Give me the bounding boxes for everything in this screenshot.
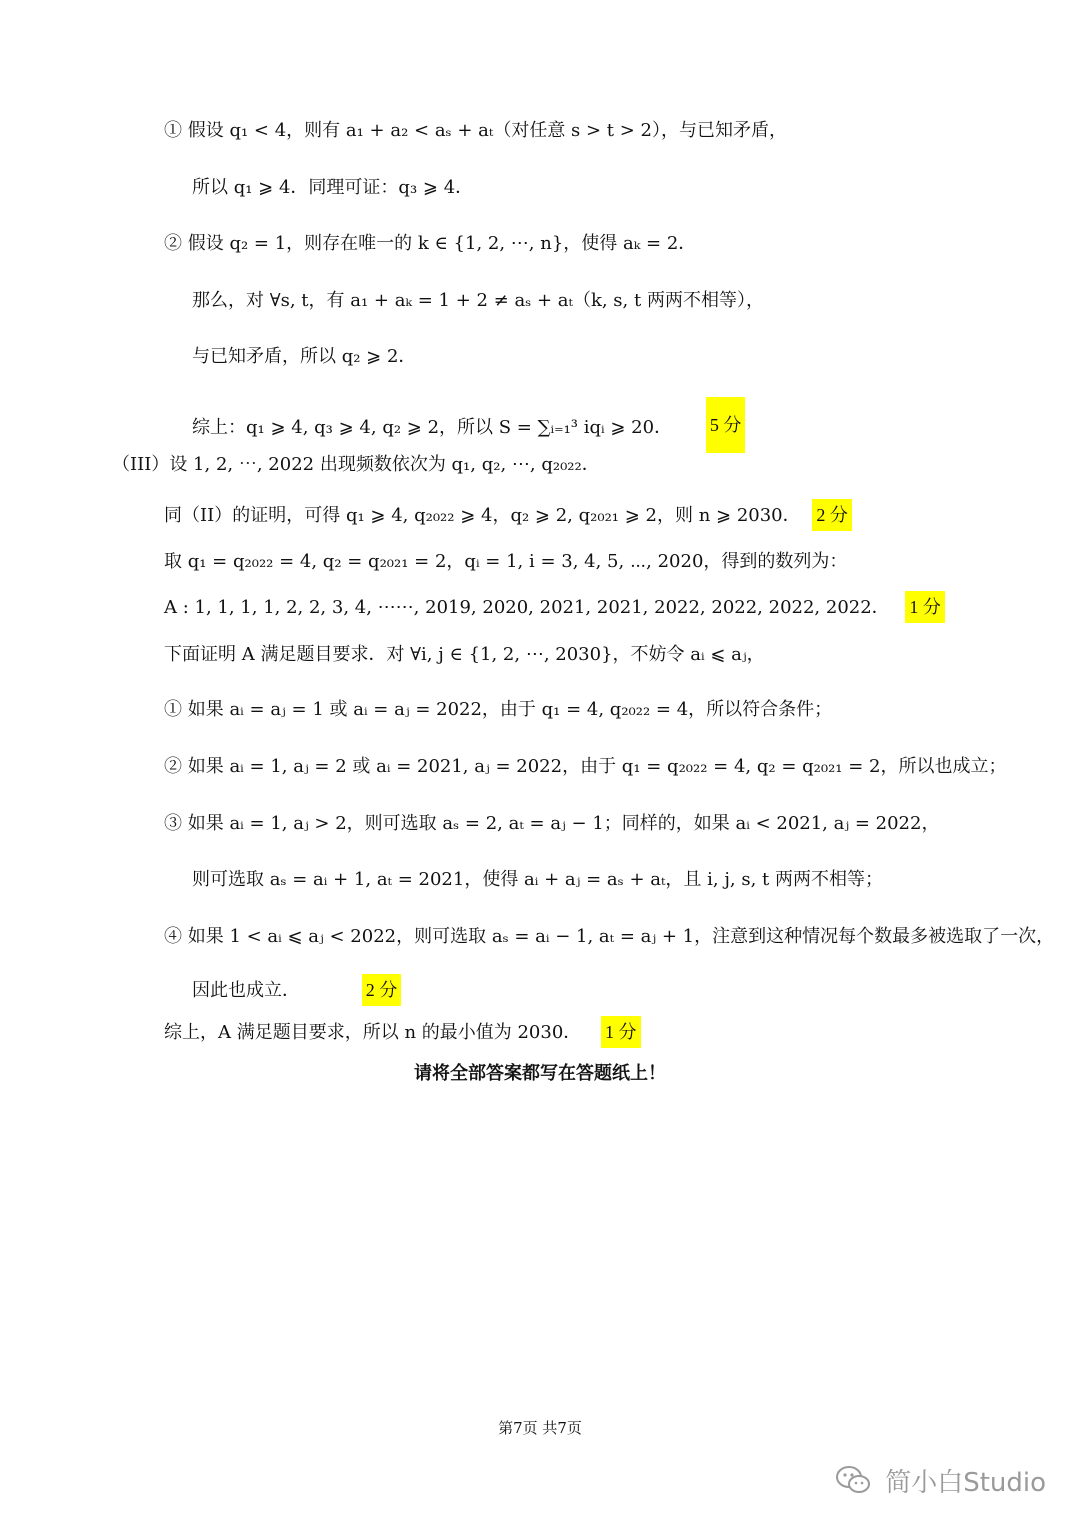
final-text: 综上，A 满足题目要求，所以 n 的最小值为 2030． [164, 1022, 582, 1043]
closing-instruction: 请将全部答案都写在答题纸上！ [414, 1063, 666, 1084]
text-line: 那么，对 ∀s, t，有 a₁ + aₖ = 1 + 2 ≠ aₛ + aₜ（k, s, t 两两不相等）， [192, 290, 764, 311]
score-badge: 1 分 [601, 1016, 641, 1048]
score-badge: 1 分 [905, 591, 945, 623]
conclusion-text: 因此也成立． [192, 980, 300, 1001]
wechat-icon [835, 1465, 871, 1502]
text-line [164, 591, 945, 623]
text-line [164, 1016, 641, 1048]
text-line: 下面证明 A 满足题目要求．对 ∀i, j ∈ {1, 2, ⋯, 2030}，不妨令 aᵢ ⩽ aⱼ， [164, 644, 765, 665]
summary-text: 综上：q₁ ⩾ 4, q₃ ⩾ 4, q₂ ⩾ 2，所以 S = ∑ᵢ₌₁³ iqᵢ ⩾ 20． [192, 417, 673, 438]
text-line: ② 如果 aᵢ = 1, aⱼ = 2 或 aᵢ = 2021, aⱼ = 2022，由于 q₁ = q₂₀₂₂ = 4, q₂ = q₂₀₂₁ = 2，所以也成立； [164, 756, 1007, 777]
text-line [192, 974, 401, 1006]
text-line [164, 499, 852, 531]
sequence-text: A : 1, 1, 1, 1, 2, 2, 3, 4, ⋯⋯, 2019, 2020, 2021, 2021, 2022, 2022, 2022, 2022． [164, 597, 890, 618]
text-line: ④ 如果 1 < aᵢ ⩽ aⱼ < 2022，则可选取 aₛ = aᵢ − 1, aₜ = aⱼ + 1，注意到这种情况每个数最多被选取了一次， [164, 926, 1055, 947]
page-footer: 第7页 共7页 [498, 1419, 582, 1437]
text-line: （III）设 1, 2, ⋯, 2022 出现频数依次为 q₁, q₂, ⋯, q₂₀₂₂． [112, 454, 600, 475]
text-line: 与已知矛盾，所以 q₂ ⩾ 2． [192, 346, 417, 367]
text-line: ② 假设 q₂ = 1，则存在唯一的 k ∈ {1, 2, ⋯, n}，使得 aₖ = 2． [164, 233, 697, 254]
text-line: 则可选取 aₛ = aᵢ + 1, aₜ = 2021，使得 aᵢ + aⱼ = aₛ + aₜ，且 i, j, s, t 两两不相等； [192, 869, 884, 890]
proof-text: 同（II）的证明，可得 q₁ ⩾ 4, q₂₀₂₂ ⩾ 4，q₂ ⩾ 2, q₂₀₂₁ ⩾ 2，则 n ⩾ 2030． [164, 505, 801, 526]
score-badge: 5 分 [706, 397, 746, 453]
score-badge: 2 分 [812, 499, 852, 531]
text-line: ③ 如果 aᵢ = 1, aⱼ > 2，则可选取 aₛ = 2, aₜ = aⱼ − 1；同样的，如果 aᵢ < 2021, aⱼ = 2022， [164, 813, 940, 834]
text-line [192, 399, 745, 455]
text-line: ① 假设 q₁ < 4，则有 a₁ + a₂ < aₛ + aₜ（对任意 s > t > 2），与已知矛盾， [164, 120, 788, 141]
watermark [835, 1462, 1046, 1502]
text-line: 取 q₁ = q₂₀₂₂ = 4, q₂ = q₂₀₂₁ = 2，qᵢ = 1, i = 3, 4, 5, ⋯, 2020，得到的数列为： [164, 551, 848, 572]
watermark-text: 简小白Studio [885, 1468, 1046, 1498]
text-line: ① 如果 aᵢ = aⱼ = 1 或 aᵢ = aⱼ = 2022，由于 q₁ = 4, q₂₀₂₂ = 4，所以符合条件； [164, 699, 833, 720]
text-line: 所以 q₁ ⩾ 4．同理可证：q₃ ⩾ 4． [192, 177, 474, 198]
score-badge: 2 分 [362, 974, 402, 1006]
